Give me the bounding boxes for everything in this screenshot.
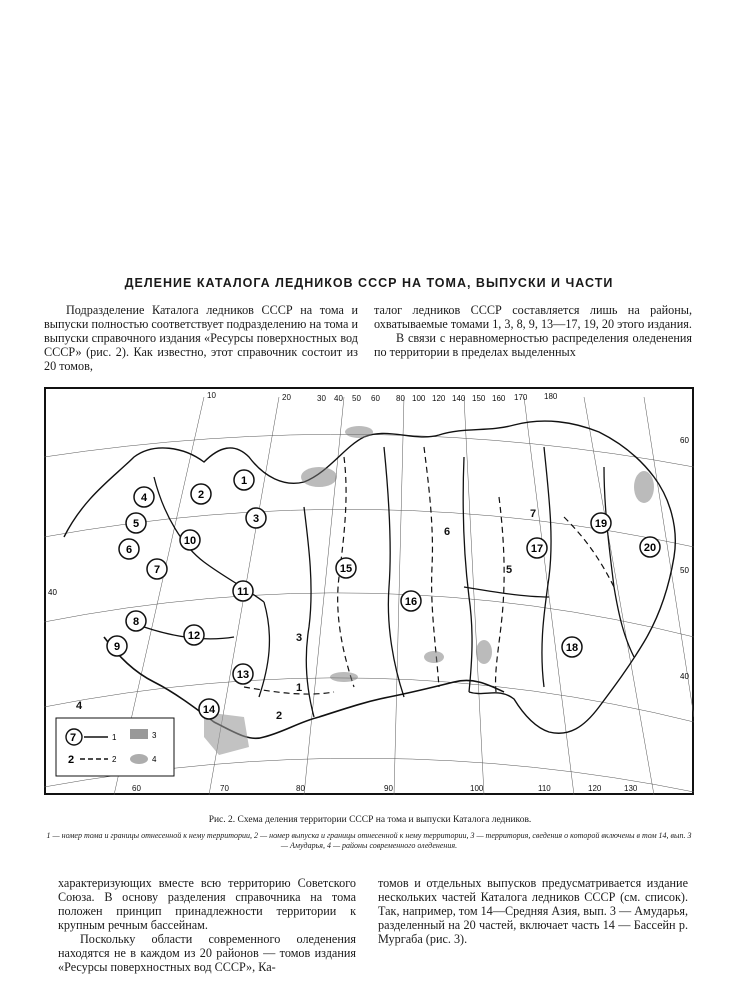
figure-caption: Рис. 2. Схема деления территории СССР на тома и выпуски Каталога ледников.: [208, 815, 532, 825]
volume-number: 17: [530, 543, 544, 555]
tick-label: 170: [514, 393, 528, 402]
page-title: ДЕЛЕНИЕ КАТАЛОГА ЛЕДНИКОВ СССР НА ТОМА, ВЫПУСКИ И ЧАСТИ: [124, 276, 614, 290]
tick-label: 160: [492, 394, 506, 403]
tick-label: 50: [352, 394, 361, 403]
legend-label: 2: [112, 755, 117, 764]
issue-label: 7: [530, 508, 537, 520]
tick-label: 100: [412, 394, 426, 403]
volume-number: 20: [643, 542, 657, 554]
paragraph: характеризующих вместе всю территорию Советского Союза. В основу разделения справочника на тома положен принцип принадлежности территории к крупным речным бассейнам.: [58, 876, 356, 932]
volume-boundaries: [144, 447, 634, 717]
issue-label: 6: [444, 526, 451, 538]
tick-label: 100: [470, 784, 484, 793]
issue-label: 1: [296, 682, 303, 694]
legend-issue-sample: 2: [68, 754, 75, 766]
volume-number: 12: [187, 630, 201, 642]
issue-labels: [76, 508, 536, 722]
volume-number: 6: [125, 544, 133, 556]
volume-markers: [107, 470, 660, 719]
paragraph: Подразделение Каталога ледников СССР на тома и выпуски полностью соответствует подразделению на тома и выпуски справочного издания «Ресурсы поверхностных вод СССР» (рис. 2). Как известно, этот справочник состоит из 20 томов,: [44, 303, 358, 373]
tick-label: 20: [282, 393, 291, 402]
text-column-4: [378, 876, 688, 946]
paragraph: Поскольку области современного оледенения находятся не в каждом из 20 районов — томов издания «Ресурсы поверхностных вод СССР», Ка-: [58, 932, 356, 974]
volume-number: 8: [132, 616, 140, 628]
volume-number: 15: [339, 563, 353, 575]
lat-label: 50: [680, 566, 689, 575]
tick-label: 80: [396, 394, 405, 403]
tick-label: 120: [588, 784, 602, 793]
volume-number: 5: [132, 518, 140, 530]
volume-number: 7: [153, 564, 161, 576]
volume-number: 16: [404, 596, 418, 608]
volume-number: 18: [565, 642, 579, 654]
text-column-3: [58, 876, 356, 974]
tick-label: 120: [432, 394, 446, 403]
top-ticks: [207, 391, 558, 403]
volume-number: 4: [140, 492, 148, 504]
lat-label: 40: [680, 672, 689, 681]
paragraph: талог ледников СССР составляется лишь на районы, охватываемые томами 1, 3, 8, 9, 13—17, 19, 20 этого издания.: [374, 303, 692, 331]
bottom-ticks: [132, 784, 638, 793]
text-column-1: [44, 303, 358, 373]
volume-number: 2: [197, 489, 205, 501]
lat-label: 40: [48, 588, 57, 597]
tick-label: 130: [624, 784, 638, 793]
paragraph: томов и отдельных выпусков предусматривается издание нескольких частей Каталога ледников СССР (см. список). Так, например, том 14—Средняя Азия, вып. 3 — Амударья, разделенный на 20 частей, включает часть 14 — Бассейн р. Мургаба (рис. 3).: [378, 876, 688, 946]
volume-number: 10: [183, 535, 197, 547]
legend-volume-sample: 7: [70, 732, 77, 744]
lat-label: 60: [680, 436, 689, 445]
volume-number: 13: [236, 669, 250, 681]
volume-number: 14: [202, 704, 216, 716]
map-legend: [56, 718, 174, 776]
tick-label: 40: [334, 394, 343, 403]
tick-label: 60: [132, 784, 141, 793]
volume-number: 11: [237, 586, 249, 598]
legend-label: 4: [152, 755, 157, 764]
tick-label: 180: [544, 392, 558, 401]
legend-label: 1: [112, 733, 117, 742]
figure-legend-text: 1 — номер тома и границы отнесенной к нему территории, 2 — номер выпуска и границы отнесенной к нему территории, 3 — территория, сведения о которой включены в том 14, вып. 3 — Амударья, 4 — районы современного оледенения.: [46, 831, 692, 850]
tick-label: 70: [220, 784, 229, 793]
issue-label: 3: [296, 632, 303, 644]
tick-label: 140: [452, 394, 466, 403]
tick-label: 60: [371, 394, 380, 403]
glaciation-areas: [301, 426, 657, 682]
paragraph: В связи с неравномерностью распределения оледенения по территории в пределах выделенных: [374, 331, 692, 359]
text-column-2: [374, 303, 692, 359]
ussr-volume-map: [44, 387, 694, 795]
volume-number: 19: [594, 518, 608, 530]
volume-number: 1: [240, 475, 248, 487]
tick-label: 110: [538, 784, 551, 793]
volume-number: 9: [113, 641, 121, 653]
tick-label: 30: [317, 394, 326, 403]
issue-label: 5: [506, 564, 513, 576]
issue-label: 4: [76, 700, 83, 712]
tick-label: 10: [207, 391, 216, 400]
legend-label: 3: [152, 731, 157, 740]
volume-number: 3: [252, 513, 260, 525]
tick-label: 150: [472, 394, 486, 403]
tick-label: 80: [296, 784, 305, 793]
issue-label: 2: [276, 710, 283, 722]
tick-label: 90: [384, 784, 393, 793]
